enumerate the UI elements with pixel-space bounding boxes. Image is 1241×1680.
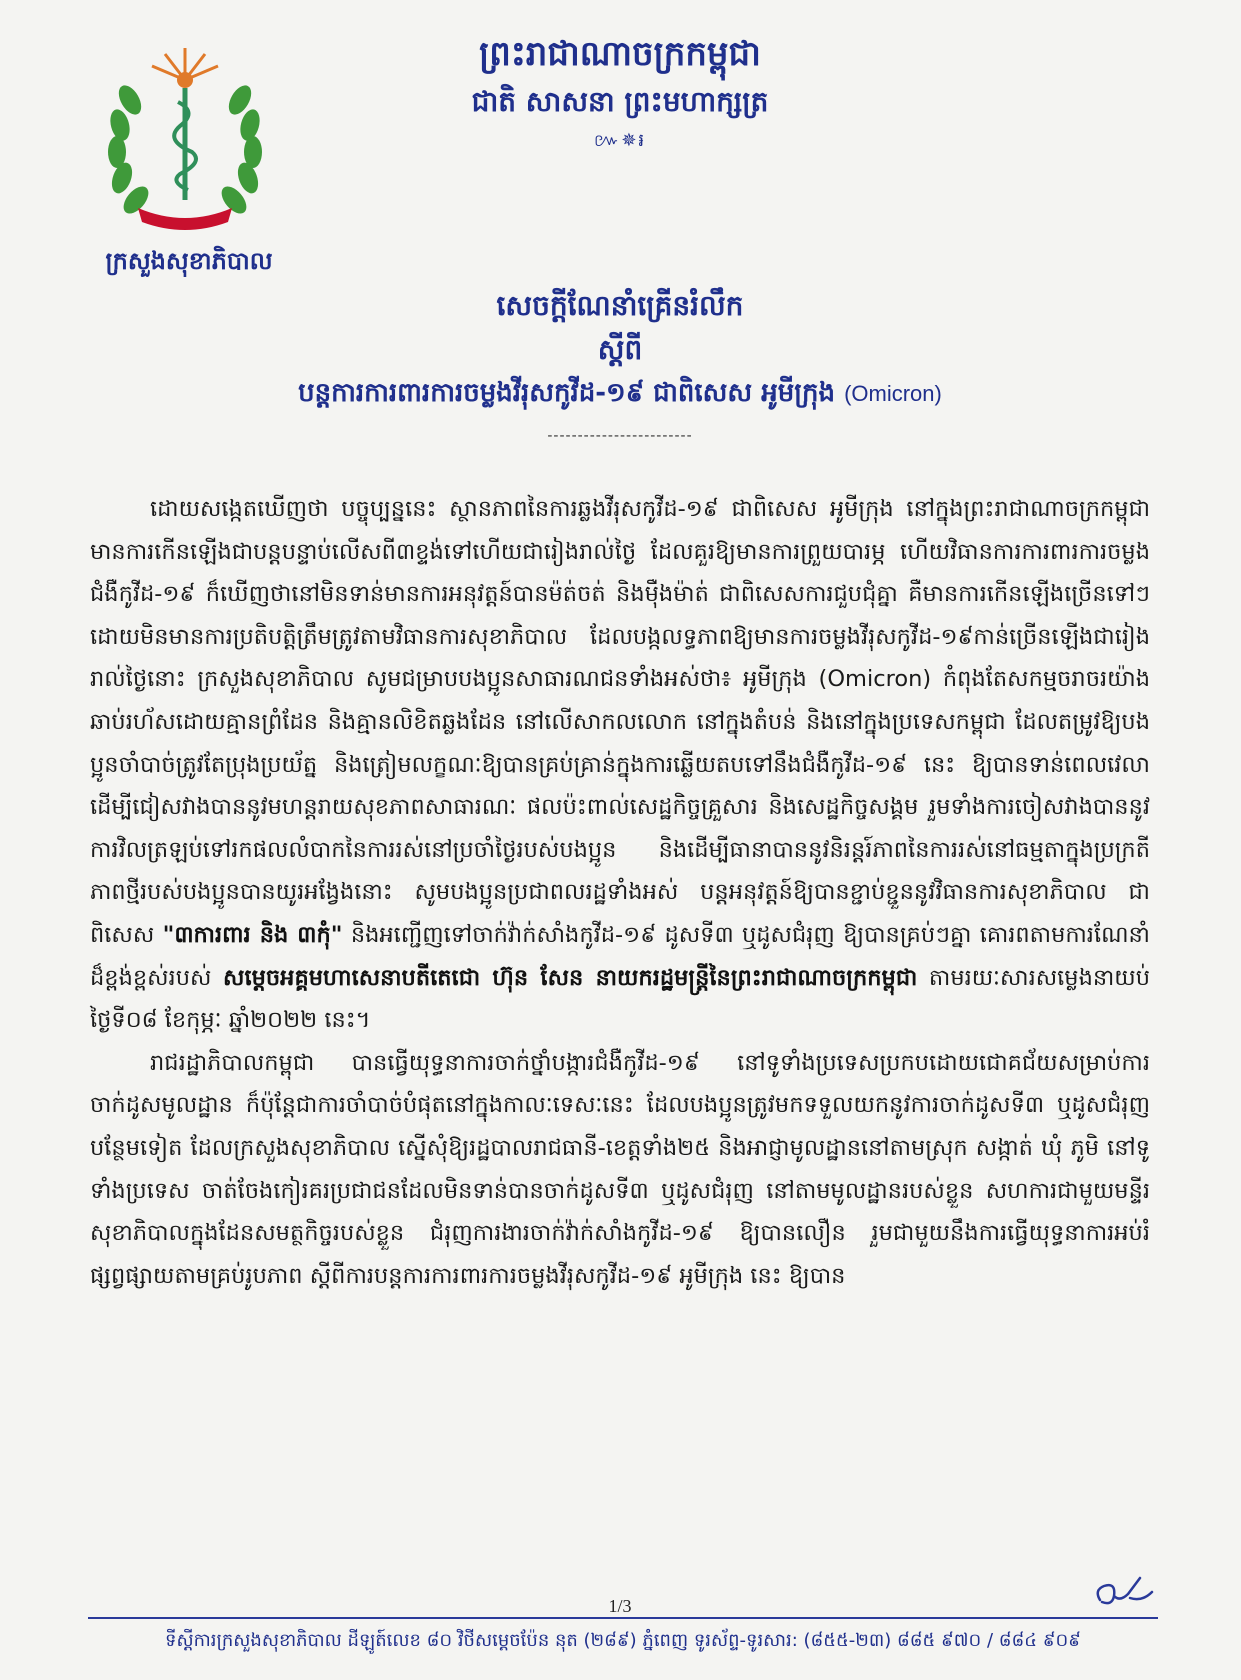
kingdom-heading: ព្រះរាជាណាចក្រកម្ពុជា: [479, 34, 761, 74]
ministry-of-health-emblem-icon: [100, 40, 270, 240]
national-motto: ជាតិ សាសនា ព្រះមហាក្សត្រ: [471, 85, 769, 118]
paragraph-1-text-c: តាមរយៈសារសម្លេងនាយប់ថ្ងៃទី០៨ ខែកុម្ភៈ ឆ្នាំ២០២២ នេះ។: [90, 964, 1150, 1034]
footer-address: ទីស្តីការក្រសួងសុខាភិបាល ដីឡូត៍លេខ ៨០ វិថីសម្តេចប៉ែន នុត (២៨៩) ភ្នំពេញ ទូរស័ព្ទ-ទូរសារ: (៨៥៥-២៣) ៨៨៥ ៩៧០ / ៨៨៤ ៩០៩: [165, 1630, 1081, 1651]
paragraph-1-text-b: និងអញ្ជើញទៅចាក់វ៉ាក់សាំងកូវីដ-១៩ ដូសទី៣ ឬដូសជំរុញ ឱ្យបានគ្រប់ៗគ្នា គោរពតាមការណែនាំដ៏ខ្ពង់ខ្ពស់របស់: [90, 921, 1150, 991]
title-subject: [120, 376, 1120, 414]
page-number: 1/3: [608, 1596, 632, 1616]
body-text: [90, 488, 1150, 1297]
paragraph-1-text-a: ដោយសង្កេតឃើញថា បច្ចុប្បន្ននេះ ស្ថានភាពនៃការឆ្លងវីរុសកូវីដ-១៩ ជាពិសេស អូមីក្រុង នៅក្នុងព្រះរាជាណាចក្រកម្ពុជា មានការកើនឡើងជាបន្តបន្ទាប់លើសពី៣ខ្ទង់ទៅហើយជារៀងរាល់ថ្ងៃ ដែលគួរឱ្យមានការព្រួយបារម្ភ ហើយវិធានការការពារការចម្លងជំងឺកូវីដ-១៩ ក៏ឃើញថានៅមិនទាន់មានការអនុវត្តន៍បានម៉ត់ចត់ និងម៉ឺងម៉ាត់ ជាពិសេសការជួបជុំគ្នា គឺមានការកើនឡើងច្រើនទៅៗ ដោយមិនមានការប្រតិបត្តិត្រឹមត្រូវតាមវិធានការសុខាភិបាល ដែលបង្កលទ្ធភាពឱ្យមានការចម្លងវីរុសកូវីដ-១៩កាន់ច្រើនឡើងជារៀងរាល់ថ្ងៃនោះ ក្រសួងសុខាភិបាល សូមជម្រាបបងប្អូនសាធារណជនទាំងអស់ថា៖ អូមីក្រុង (Omicron) កំពុងតែសកម្មចរាចរយ៉ាងឆាប់រហ័សដោយគ្មានព្រំដែន និងគ្មានលិខិតឆ្លងដែន នៅលើសាកលលោក នៅក្នុងតំបន់ និងនៅក្នុងប្រទេសកម្ពុជា ដែលតម្រូវឱ្យបងប្អូនចាំបាច់ត្រូវតែប្រុងប្រយ័ត្ន និងត្រៀមលក្ខណៈឱ្យបានគ្រប់គ្រាន់ក្នុងការឆ្លើយតបទៅនឹងជំងឺកូវីដ-១៩ នេះ ឱ្យបានទាន់ពេលវេលា ដើម្បីជៀសវាងបាននូវមហន្តរាយសុខភាពសាធារណៈ ផលប៉ះពាល់សេដ្ឋកិច្ចគ្រួសារ និងសេដ្ឋកិច្ចសង្គម រួមទាំងការចៀសវាងបាននូវការវិលត្រឡប់ទៅរកផលលំបាកនៃការរស់នៅប្រចាំថ្ងៃរបស់បងប្អូន និងដើម្បីធានាបាននូវនិរន្តរ៍ភាពនៃការរស់នៅធម្មតាក្នុងប្រក្រតីភាពថ្មីរបស់បងប្អូនបានយូរអង្វែងនោះ សូមបងប្អូនប្រជាពលរដ្ឋទាំងអស់ បន្តអនុវត្តន៍ឱ្យបានខ្ជាប់ខ្ជួននូវវិធានការសុខាភិបាល ជាពិសេស: [90, 496, 1150, 948]
title-subject-latin: (Omicron): [844, 381, 942, 406]
document-title: សេចក្តីណែនាំគ្រើនរំលឹក: [496, 289, 744, 322]
paragraph-2: រាជរដ្ឋាភិបាលកម្ពុជា បានធ្វើយុទ្ធនាការចាក់ថ្នាំបង្ការជំងឺកូវីដ-១៩ នៅទូទាំងប្រទេសប្រកបដោយជោគជ័យសម្រាប់ការចាក់ដូសមូលដ្ឋាន ក៏ប៉ុន្តែជាការចាំបាច់បំផុតនៅក្នុងកាលៈទេសៈនេះ ដែលបងប្អូនត្រូវមកទទួលយកនូវការចាក់ដូសទី៣ ឬដូសជំរុញបន្ថែមទៀត ដែលក្រសួងសុខាភិបាល ស្នើសុំឱ្យរដ្ឋបាលរាជធានី-ខេត្តទាំង២៥ និងអាជ្ញាមូលដ្ឋាននៅតាមស្រុក សង្កាត់ ឃុំ ភូមិ នៅទូទាំងប្រទេស ចាត់ចែងកៀរគរប្រជាជនដែលមិនទាន់បានចាក់ដូសទី៣ ឬដូសជំរុញ នៅតាមមូលដ្ឋានរបស់ខ្លួន សហការជាមួយមន្ទីរសុខាភិបាលក្នុងដែនសមត្ថកិច្ចរបស់ខ្លួន ជំរុញការងារចាក់វ៉ាក់សាំងកូវីដ-១៩ ឱ្យបានលឿន រួមជាមួយនឹងការធ្វើយុទ្ធនាការអប់រំផ្សព្វផ្សាយតាមគ្រប់រូបភាព ស្តីពីការបន្តការការពារការចម្លងវីរុសកូវីដ-១៩ អូមីក្រុង នេះ ឱ្យបាន: [90, 1049, 1150, 1289]
title-about: ស្តីពី: [597, 333, 643, 366]
ornament-divider: ៚✵៛: [593, 130, 647, 151]
ministry-name: ក្រសួងសុខាភិបាល: [105, 247, 273, 275]
paragraph-1-bold-slogan: "៣ការពារ និង ៣កុំ": [162, 921, 343, 948]
title-subject-text: បន្តការការពារការចម្លងវីរុសកូវីដ-១៩ ជាពិសេស អូមីក្រុង: [298, 378, 835, 408]
paragraph-1: [90, 488, 1150, 1042]
title-divider: ------------------------: [547, 428, 693, 444]
paragraph-1-bold-pm: សម្តេចអគ្គមហាសេនាបតីតេជោ ហ៊ុន សែន នាយករដ្ឋមន្ត្រីនៃព្រះរាជាណាចក្រកម្ពុជា: [223, 964, 918, 991]
footer-rule: [88, 1617, 1158, 1619]
signature-icon: [1090, 1572, 1160, 1612]
